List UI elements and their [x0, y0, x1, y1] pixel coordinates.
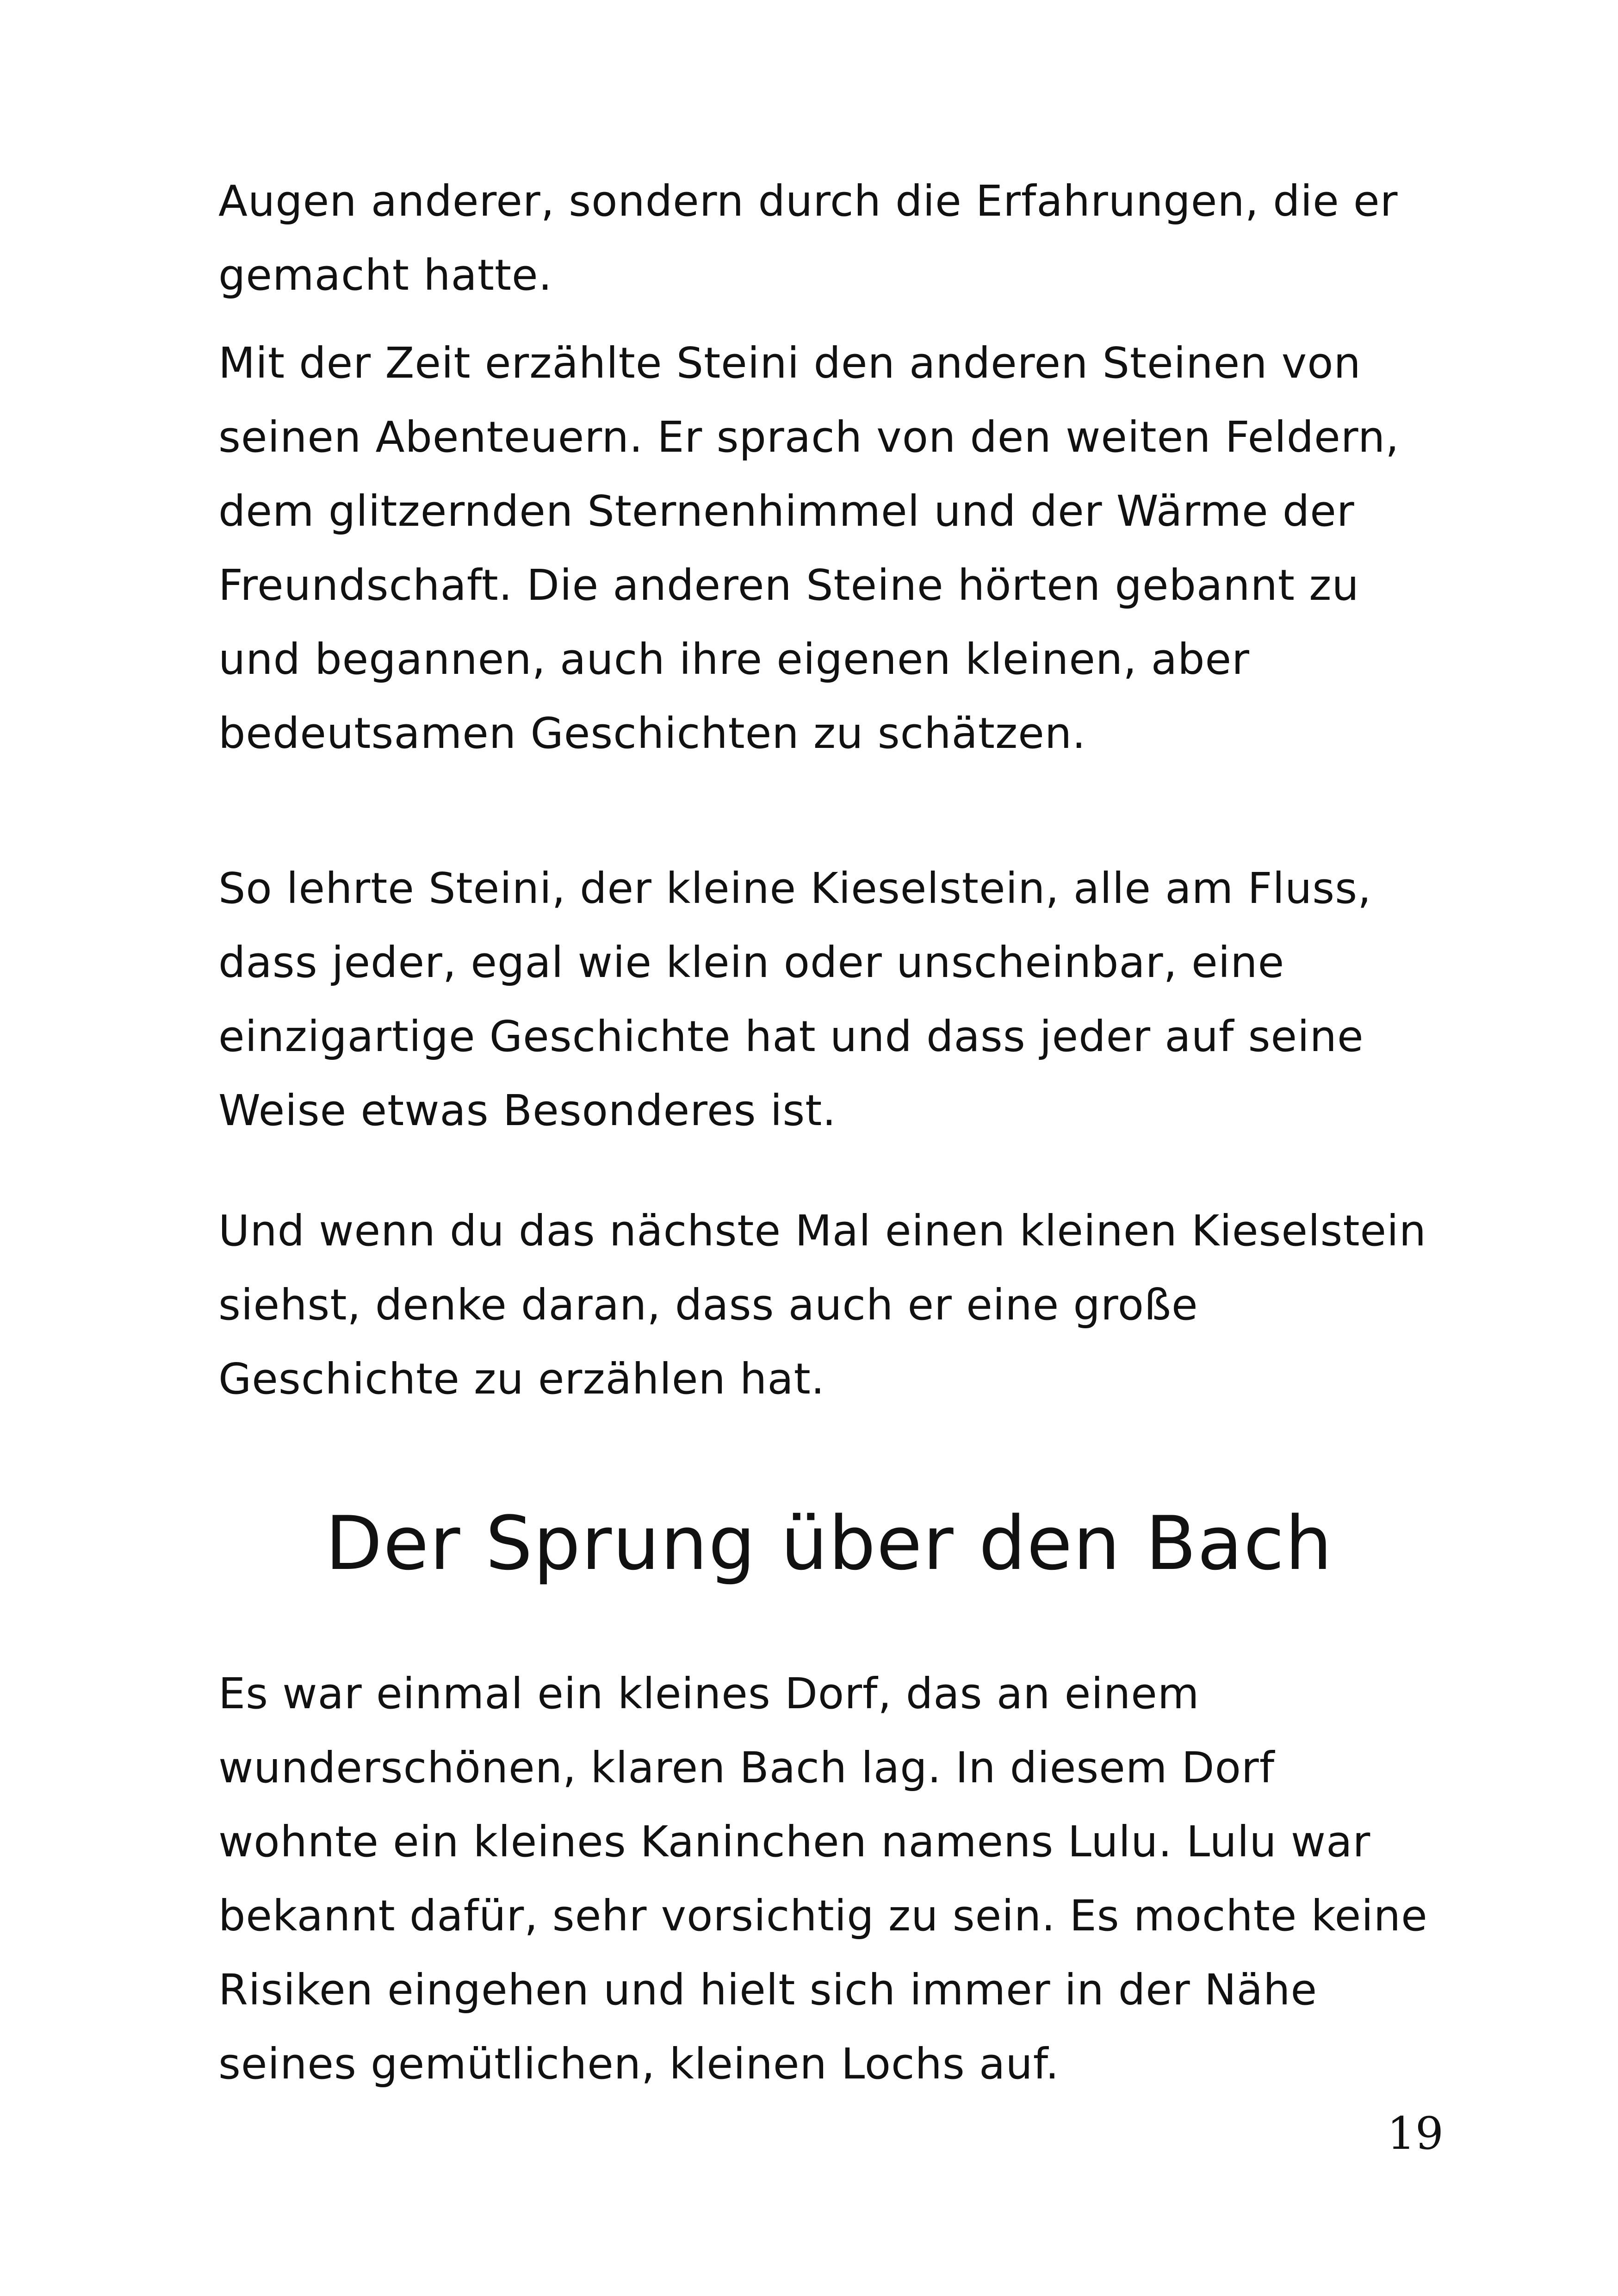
paragraph-3: So lehrte Steini, der kleine Kieselstein, alle am Fluss, dass jeder, egal wie klein oder unscheinbar, eine einzigartige Geschichte hat und dass jeder auf seine Weise etwas Besonderes ist. [218, 864, 1372, 1135]
chapter-title: Der Sprung über den Bach [325, 1500, 1333, 1587]
paragraph-5: Es war einmal ein kleines Dorf, das an einem wunderschönen, klaren Bach lag. In diesem Dorf wohnte ein kleines Kaninchen namens Lulu. Lulu war bekannt dafür, sehr vorsichtig zu sein. Es mochte keine Risiken eingehen und hielt sich immer in der Nähe seines gemütlichen, kleinen Lochs auf. [218, 1669, 1428, 2089]
paragraph-4: Und wenn du das nächste Mal einen kleinen Kieselstein siehst, denke daran, dass auch er eine große Geschichte zu erzählen hat. [218, 1206, 1427, 1404]
paragraph-1: Augen anderer, sondern durch die Erfahrungen, die er gemacht hatte. [218, 176, 1398, 300]
page-number: 19 [1387, 2108, 1444, 2159]
paragraph-2: Mit der Zeit erzählte Steini den anderen Steinen von seinen Abenteuern. Er sprach von den weiten Feldern, dem glitzernden Sternenhimmel und der Wärme der Freundschaft. Die anderen Steine hörten gebannt zu und begannen, auch ihre eigenen kleinen, aber bedeutsamen Geschichten zu schätzen. [218, 338, 1400, 758]
